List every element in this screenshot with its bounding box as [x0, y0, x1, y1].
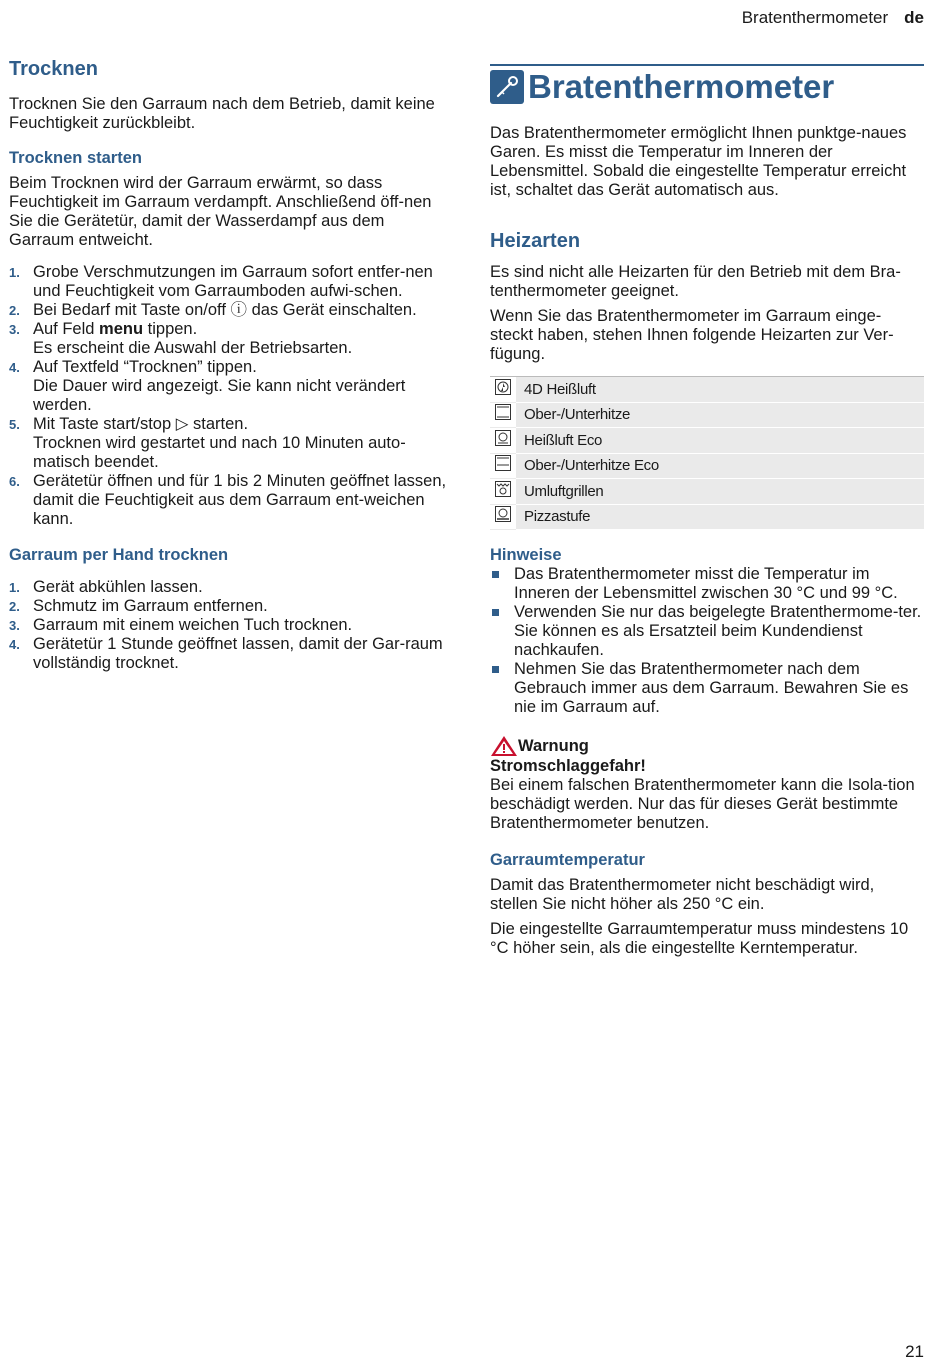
- top-bottom-heat-eco-icon: [490, 453, 516, 479]
- table-row: [490, 504, 924, 530]
- thermometer-icon: [490, 70, 524, 104]
- garraumtemperatur-text-1: Damit das Bratenthermometer nicht beschädigt wird, stellen Sie nicht höher als 250 °C ein.: [490, 876, 875, 913]
- hot-air-eco-icon: [490, 428, 516, 454]
- trocknen-steps: [9, 263, 447, 529]
- heading-trocknen-starten: Trocknen starten: [9, 149, 142, 167]
- warning-triangle-icon: [490, 735, 518, 757]
- table-row: [490, 479, 924, 505]
- heading-trocknen: Trocknen: [9, 58, 98, 80]
- heizarten-text-2: Wenn Sie das Bratenthermometer im Garraum einge-steckt haben, stehen Ihnen folgende Heizarten zur Ver-fügung.: [490, 307, 894, 363]
- heating-mode-label: 4D Heißluft: [516, 377, 924, 403]
- list-item: Verwenden Sie nur das beigelegte Bratenthermome-ter. Sie können es als Ersatzteil beim Kundendienst nachkaufen.: [490, 603, 924, 660]
- bratenthermometer-intro: Das Bratenthermometer ermöglicht Ihnen punktge-naues Garen. Es misst die Temperatur im Inneren der Lebensmittel. Sobald die eingestellte Temperatur erreicht ist, schaltet das Gerät automatisch aus.: [490, 124, 907, 199]
- list-item: 1. Gerät abkühlen lassen.: [9, 578, 203, 596]
- hinweise-list: [490, 565, 924, 717]
- list-item: 5. Mit Taste start/stop ▷ starten. Trocknen wird gestartet und nach 10 Minuten auto-matisch beendet.: [9, 415, 406, 471]
- heating-mode-label: Ober-/Unterhitze: [516, 402, 924, 428]
- heading-hinweise: Hinweise: [490, 546, 562, 564]
- table-row: [490, 453, 924, 479]
- page-header: [742, 8, 924, 28]
- warning-heading: [490, 735, 924, 757]
- heating-mode-label: Heißluft Eco: [516, 428, 924, 454]
- 4d-hot-air-icon: [490, 377, 516, 403]
- heading-heizarten: Heizarten: [490, 230, 581, 252]
- list-item: 6. Gerätetür öffnen und für 1 bis 2 Minuten geöffnet lassen, damit die Feuchtigkeit aus dem Garraum ent-weichen kann.: [9, 472, 447, 528]
- hand-steps: [9, 578, 447, 673]
- list-item: Nehmen Sie das Bratenthermometer nach dem Gebrauch immer aus dem Garraum. Bewahren Sie es nie im Garraum auf.: [490, 660, 924, 717]
- heading-garraum-per-hand: Garraum per Hand trocknen: [9, 546, 229, 564]
- heating-modes-table: [490, 376, 924, 530]
- page-number: 21: [905, 1342, 924, 1361]
- circulated-air-grill-icon: [490, 479, 516, 505]
- section-title: [490, 64, 924, 108]
- header-title: Bratenthermometer: [741, 8, 889, 27]
- warning-label: Warnung: [518, 736, 589, 755]
- top-bottom-heat-icon: [490, 402, 516, 428]
- list-item: Das Bratenthermometer misst die Temperatur im Inneren der Lebensmittel zwischen 30 °C und 99 °C.: [490, 565, 924, 603]
- right-column: [490, 64, 924, 958]
- list-item: 2. Schmutz im Garraum entfernen.: [9, 597, 268, 615]
- list-item: 4. Gerätetür 1 Stunde geöffnet lassen, damit der Gar-raum vollständig trocknet.: [9, 635, 443, 672]
- table-row: [490, 377, 924, 403]
- list-item: 1. Grobe Verschmutzungen im Garraum sofort entfer-nen und Feuchtigkeit vom Garraumboden aufwi-schen.: [9, 263, 433, 300]
- trocknen-starten-text: Beim Trocknen wird der Garraum erwärmt, so dass Feuchtigkeit im Garraum verdampft. Anschließend öff-nen Sie die Gerätetür, damit der Wasserdampf aus dem Garraum entweicht.: [9, 174, 432, 249]
- heating-mode-label: Pizzastufe: [516, 504, 924, 530]
- left-column: [9, 58, 447, 673]
- heating-mode-label: Umluftgrillen: [516, 479, 924, 505]
- list-item: 2. Bei Bedarf mit Taste on/off ⓘ das Gerät einschalten.: [9, 301, 417, 319]
- heizarten-text-1: Es sind nicht alle Heizarten für den Betrieb mit dem Bra-tenthermometer geeignet.: [490, 263, 901, 300]
- language-code: de: [904, 8, 924, 27]
- warning-text: Bei einem falschen Bratenthermometer kann die Isola-tion beschädigt werden. Nur das für dieses Gerät bestimmte Bratenthermometer benutzen.: [490, 776, 915, 832]
- pizza-setting-icon: [490, 504, 516, 530]
- section-title-text: Bratenthermometer: [528, 68, 835, 105]
- table-row: [490, 428, 924, 454]
- trocknen-intro: Trocknen Sie den Garraum nach dem Betrieb, damit keine Feuchtigkeit zurückbleibt.: [9, 95, 435, 132]
- step-text: Auf Feld menu tippen.: [33, 320, 198, 338]
- list-item: 4. Auf Textfeld “Trocknen” tippen. Die Dauer wird angezeigt. Sie kann nicht verändert werden.: [9, 358, 406, 414]
- list-item: 3. Auf Feld menu tippen. Es erscheint die Auswahl der Betriebsarten.: [9, 320, 353, 357]
- warning-title: Stromschlaggefahr!: [490, 757, 646, 775]
- heading-garraumtemperatur: Garraumtemperatur: [490, 851, 645, 869]
- list-item: 3. Garraum mit einem weichen Tuch trocknen.: [9, 616, 353, 634]
- table-row: [490, 402, 924, 428]
- heating-mode-label: Ober-/Unterhitze Eco: [516, 453, 924, 479]
- garraumtemperatur-text-2: Die eingestellte Garraumtemperatur muss mindestens 10 °C höher sein, als die eingestellte Kerntemperatur.: [490, 920, 909, 957]
